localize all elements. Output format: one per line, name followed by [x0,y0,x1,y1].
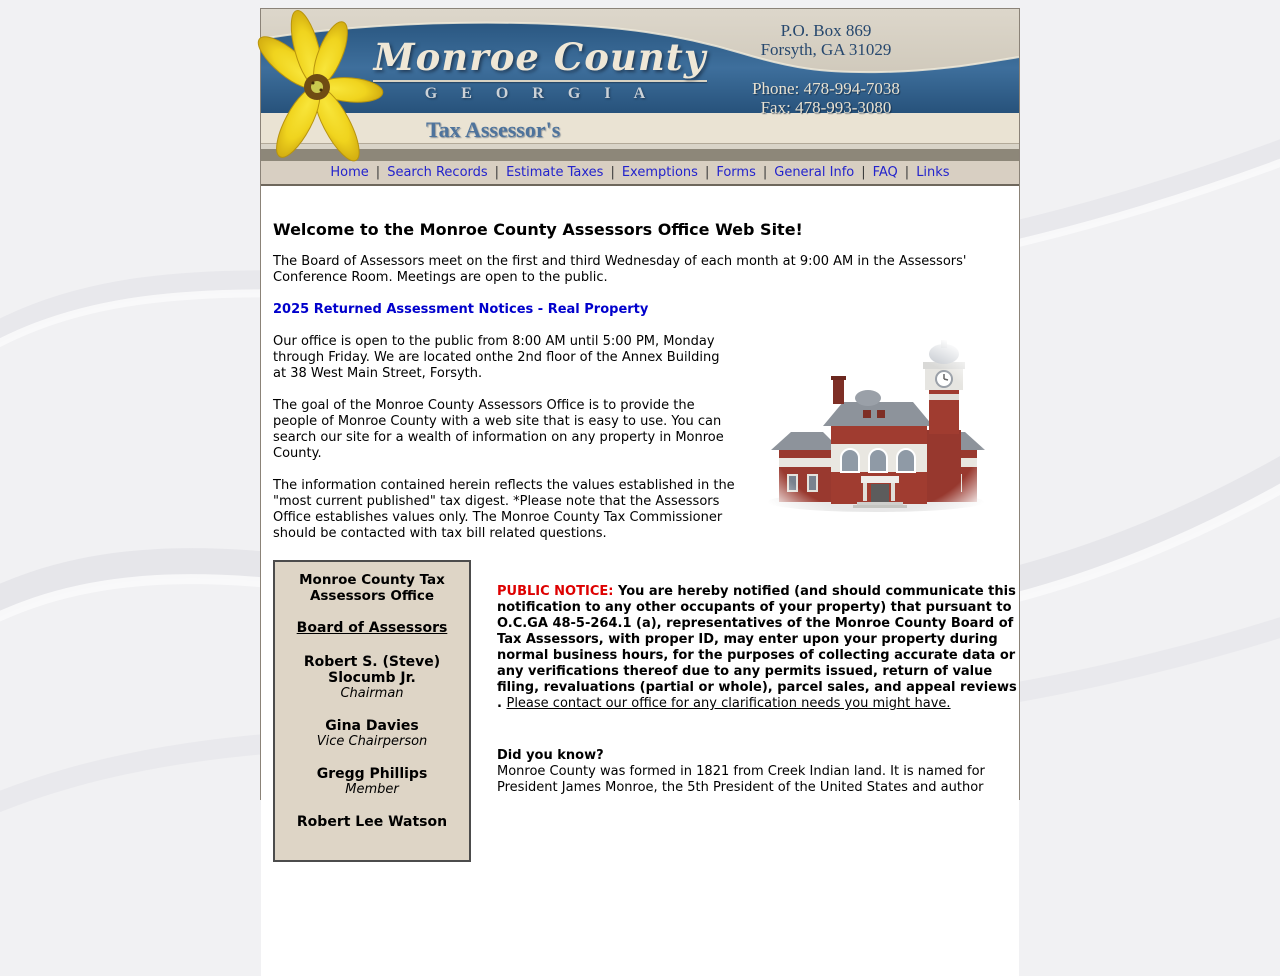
page-title: Welcome to the Monroe County Assessors Office Web Site! [273,220,803,239]
nav-separator: | [904,165,910,180]
board-meeting-text: The Board of Assessors meet on the first and third Wednesday of each month at 9:00 AM in the Assessors' Conference Room. Meetings are open to the public. [273,254,967,285]
po-box-line: P.O. Box 869 [780,21,872,40]
public-notice-body: You are hereby notified (and should communicate this notification to any other occupants of your property) that pursuant to O.C.GA 48-5-264.1 (a), representatives of the Monroe County Board of Tax Assessors, with proper ID, may enter upon your property during normal business hours, for the purposes of collecting accurate data or any verifications thereof due to any permits issued, return of value filing, revaluations (partial or whole), parcel sales, and appeal reviews . [497,584,1017,711]
member-role: Vice Chairperson [316,734,428,749]
main-nav [261,161,1019,186]
forsythia-flower-image [259,11,379,153]
assessment-notices-link[interactable]: 2025 Returned Assessment Notices - Real Property [273,302,649,317]
contact-office-link[interactable]: Please contact our office for any clarification needs you might have. [506,696,951,711]
nav-separator: | [375,165,381,180]
nav-separator: | [494,165,500,180]
board-member [281,814,463,830]
board-box-title: Monroe County Tax Assessors Office [299,572,445,604]
phone-line: Phone: 478-994-7038 [752,79,900,98]
nav-separator: | [610,165,615,180]
did-you-know-body: Monroe County was formed in 1821 from Creek Indian land. It is named for President James Monroe, the 5th President of the United States and author [497,764,985,795]
member-name: Gina Davies [325,718,419,734]
member-name: Robert Lee Watson [296,814,448,830]
phone-fax-block [701,79,951,117]
logo-divider [373,80,707,82]
department-title: Tax Assessor's [426,117,561,142]
nav-separator: | [704,165,710,180]
mailing-address [701,21,951,59]
goal-text: The goal of the Monroe County Assessors Office is to provide the people of Monroe County with a web site that is easy to use. You can search our site for a wealth of information on any property in Monroe County. [273,398,724,461]
page-container [260,8,1020,830]
office-hours-text: Our office is open to the public from 8:00 AM until 5:00 PM, Monday through Friday. We are located onthe 2nd floor of the Annex Building at 38 West Main Street, Forsyth. [273,334,720,381]
county-name: Monroe County [373,35,707,79]
nav-home[interactable]: Home [330,165,369,180]
city-line: Forsyth, GA 31029 [760,40,892,59]
member-role: Member [345,782,399,797]
did-you-know-heading: Did you know? [497,748,604,763]
courthouse-photo [745,334,1007,532]
nav-search-records[interactable]: Search Records [387,165,488,180]
main-content [261,186,1019,976]
nav-links[interactable]: Links [916,165,950,180]
lower-section [273,560,1017,830]
board-member [281,766,463,798]
board-box-subtitle: Board of Assessors [296,620,448,636]
nav-general-info[interactable]: General Info [774,165,855,180]
member-name: Robert S. (Steve) Slocumb Jr. [303,654,441,686]
member-name: Gregg Phillips [316,766,428,782]
member-role: Chairman [340,686,404,701]
state-name: G E O R G I A [424,85,656,102]
nav-forms[interactable]: Forms [716,165,756,180]
board-member [281,718,463,750]
board-member [281,654,463,702]
board-of-assessors-box [273,560,471,862]
site-banner [261,9,1019,144]
info-text: The information contained herein reflects the values established in the "most current published" tax digest. *Please note that the Assessors Office establishes values only. The Monroe County Tax Commissioner should be contacted with tax bill related questions. [273,478,735,541]
site-logo [365,35,715,103]
nav-separator: | [861,165,866,180]
nav-separator: | [762,165,768,180]
public-notice [497,584,1019,712]
did-you-know-section [497,748,1019,796]
nav-faq[interactable]: FAQ [872,165,898,180]
fax-line: Fax: 478-993-3080 [760,98,892,117]
nav-exemptions[interactable]: Exemptions [621,165,698,180]
public-notice-label: PUBLIC NOTICE: [497,584,614,599]
public-notice-column [497,560,1019,712]
nav-estimate-taxes[interactable]: Estimate Taxes [506,165,604,180]
